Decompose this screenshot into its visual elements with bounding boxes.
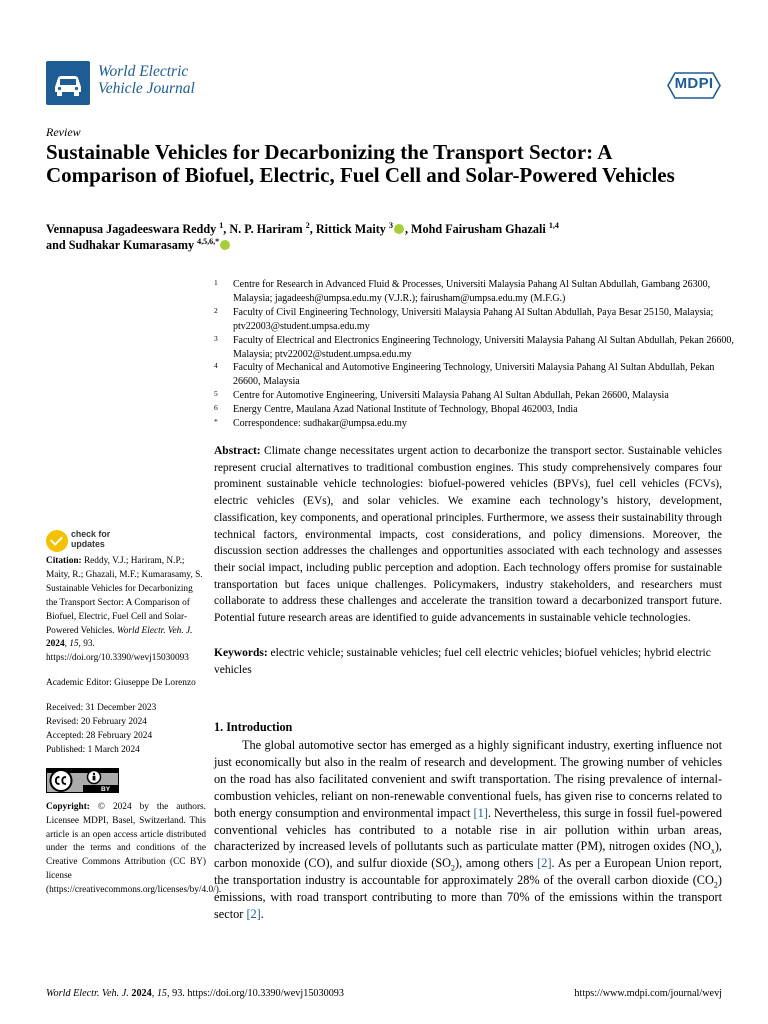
abstract-text: Climate change necessitates urgent action to decarbonize the transport sector. Sustainable vehicles represent crucial alternatives to traditional combustion engines. This study comprehensively compares four prominent sustainable vehicle technologies: biofuel-powered vehicles (BPVs), fuel cell vehicles (FCVs), electric vehicles (EVs), and solar vehicles. We examine each technology’s history, development, classification, key components, and operational principles. Furthermore, we assess their sustainability through technical factors, environmental impacts, cost considerations, and policy dimensions. Moreover, the discussion section addresses the challenges and opportunities associated with each technology and assesses their social impact, including public perception and adoption. Each technology offers promise for sustainable transportation but faces unique challenges. Policymakers, industry stakeholders, and researchers must collaborate to address these challenges and accelerate the transition toward a decarbonized transport future. Potential future research areas are identified to guide advancements in sustainable vehicle technologies. [214,445,722,625]
affiliation-number: 3 [214,333,218,343]
academic-editor: Academic Editor: Giuseppe De Lorenzo [46,678,196,689]
author-affiliation-sup: 2 [305,220,310,230]
intro-text-part: ), carbon monoxide (CO), and sulfur dioxide (SO [214,839,722,871]
footer-journal: World Electr. Veh. J. [46,988,129,999]
mdpi-logo-text: MDPI [674,75,714,92]
abstract [214,443,722,627]
affiliation-text: Centre for Automotive Engineering, Universiti Malaysia Pahang Al Sultan Abdullah, Pekan 26600, Malaysia [233,390,669,402]
author-list [46,221,726,253]
introduction-paragraph [214,737,722,923]
footer-journal-url[interactable]: https://www.mdpi.com/journal/wevj [574,988,722,999]
citation-text: Reddy, V.J.; Hariram, N.P.; Maity, R.; Ghazali, M.F.; Kumarasamy, S. Sustainable Vehicles for Decarbonizing the Transport Sector: A Comparison of Biofuel, Electric, Fuel Cell and Solar-Powered Vehicles. [46,556,203,636]
journal-name-line1: World Electric [98,63,189,80]
citation-doi[interactable]: , 93. https://doi.org/10.3390/wevj15030093 [46,639,189,664]
affiliation-number: 6 [214,403,218,413]
footer-citation: World Electr. Veh. J. 2024, 15, 93. https://doi.org/10.3390/wevj15030093 [46,988,344,999]
intro-text-part: The global automotive sector has emerged as a highly significant industry, exerting influence not just economically but also in the realm of research and development. The growing number of vehicles on the road has also facilitated convenient and swift transportation. The rising prevalence of internal-combustion vehicles, reliant on non-renewable conventional fuels, has given rise to concerns related to both energy consumption and environmental impact [214,738,722,820]
check-for-updates-text [71,529,151,549]
affiliation-item [214,389,734,403]
keywords-text: electric vehicle; sustainable vehicles; fuel cell electric vehicles; biofuel vehicles; hybrid electric vehicles [214,647,711,676]
subscript: 2 [451,863,456,873]
affiliation-number: 2 [214,305,218,315]
affiliation-item [214,361,734,389]
footer-volume: 15 [156,988,168,999]
affiliation-item [214,417,734,431]
intro-text-part: . As per a European Union report, the transportation industry is accountable for approximately 28% of the overall carbon dioxide (CO [214,856,722,888]
citation-volume: 15 [69,639,79,650]
check-updates-line2: updates [71,539,105,549]
footer-year: 2024 [131,988,152,999]
article-sidebar [46,555,222,898]
citation-label: Citation: [46,556,82,566]
revised-date: Revised: 20 February 2024 [46,717,147,728]
author-separator: , [309,222,316,236]
keywords-label: Keywords: [214,647,268,659]
affiliation-text: Faculty of Mechanical and Automotive Engineering Technology, Universiti Malaysia Pahang Al Sultan Abdullah, Pekan 26600, Malaysia [233,362,715,388]
citation-year: 2024 [46,639,65,650]
affiliation-text: Faculty of Electrical and Electronics Engineering Technology, Universiti Malaysia Pahang Al Sultan Abdullah, Pekan 26600, Malaysia; ptv22002@student.umpsa.edu.my [233,334,734,360]
journal-name-line2: Vehicle Journal [98,80,195,97]
introduction-body [214,737,722,923]
affiliation-item [214,306,734,334]
affiliation-number: 4 [214,361,218,371]
reference-link[interactable]: [1] [473,805,488,820]
affiliation-text: Energy Centre, Maulana Azad National Institute of Technology, Bhopal 462003, India [233,404,578,416]
author-name[interactable]: Vennapusa Jagadeeswara Reddy [46,222,217,236]
orcid-icon[interactable] [220,240,230,250]
affiliation-item [214,334,734,362]
keywords [214,645,722,678]
journal-logo[interactable] [46,61,90,105]
journal-name[interactable] [98,63,195,97]
intro-text-part: ), among others [455,856,538,871]
author-affiliation-sup: 1 [219,220,224,230]
author-name[interactable]: N. P. Hariram [229,222,303,236]
copyright-notice [46,801,222,898]
affiliations-list [214,278,734,431]
article-type: Review [46,125,81,139]
cc-by-label: BY [101,785,111,793]
subscript: x [710,846,715,856]
affiliation-number: * [214,417,218,427]
author-separator: , [404,222,412,236]
received-date: Received: 31 December 2023 [46,703,157,714]
copyright-label: Copyright: [46,801,90,812]
checkmark-icon [46,530,68,552]
intro-text-part: . [260,907,264,922]
affiliation-text: Faculty of Civil Engineering Technology, Universiti Malaysia Pahang Al Sultan Abdullah, Paya Besar 25150, Malaysia; ptv22003@student.umpsa.edu.my [233,306,714,332]
affiliation-text: Correspondence: sudhakar@umpsa.edu.my [233,418,407,430]
citation-journal: World Electr. Veh. J. [116,625,193,636]
reference-link[interactable]: [2] [537,856,552,871]
affiliation-text: Centre for Research in Advanced Fluid & Processes, Universiti Malaysia Pahang Al Sultan Abdullah, Gambang 26300, Malaysia; jagadeesh@umpsa.edu.my (V.J.R.); fairusham@umpsa.edu.my (M.F.G.) [233,279,711,304]
cc-by-license-icon[interactable] [46,768,119,793]
author-affiliation-sup: 4,5,6,* [197,236,220,246]
article-dates [46,702,206,758]
published-date: Published: 1 March 2024 [46,744,140,755]
citation: Citation: Reddy, V.J.; Hariram, N.P.; Maity, R.; Ghazali, M.F.; Kumarasamy, S. Sustainable Vehicles for Decarbonizing the Transport Sector: A Comparison of Biofuel, Electric, Fuel Cell and Solar-Powered Vehicles. World Electr. Veh. J. 2024, 15, 93. https://doi.org/10.3390/wevj15030093 [46,556,203,664]
abstract-label: Abstract: [214,445,261,457]
subscript: 2 [713,880,718,890]
author-affiliation-sup: 1,4 [548,220,559,230]
author-name[interactable]: Mohd Fairusham Ghazali [411,222,546,236]
car-icon [46,61,90,105]
affiliation-number: 5 [214,389,218,399]
intro-text-part: . Nevertheless, this surge in fossil fuel-powered conventional vehicles has contributed to a notable rise in air pollution within urban areas, characterized by increased levels of pollutants such as particulate matter (PM), nitrogen oxides (NO [214,805,722,854]
footer-doi[interactable]: , 93. https://doi.org/10.3390/wevj15030093 [167,988,344,999]
author-name[interactable]: Sudhakar Kumarasamy [68,238,195,252]
section-heading-introduction: 1. Introduction [214,720,293,734]
affiliation-item [214,278,734,306]
intro-text-part: ) emissions, with road transport contributing to more than 70% of the emissions within the transport sector [214,873,722,922]
author-affiliation-sup: 3 [388,220,393,230]
affiliation-item [214,403,734,417]
check-updates-line1: check for [71,529,111,539]
accepted-date: Accepted: 28 February 2024 [46,730,153,741]
affiliation-number: 1 [214,278,218,287]
author-name[interactable]: Rittick Maity [315,222,386,236]
orcid-icon[interactable] [394,224,404,234]
copyright-text: © 2024 by the authors. Licensee MDPI, Basel, Switzerland. This article is an open access article distributed under the terms and conditions of the Creative Commons Attribution (CC BY) license (https://creativecommons.org/licenses/by/4.0/). [46,801,222,896]
author-separator: , [223,222,230,236]
article-title: Sustainable Vehicles for Decarbonizing the Transport Sector: A Comparison of Biofuel, Electric, Fuel Cell and Solar-Powered Vehicles [46,140,675,187]
reference-link[interactable]: [2] [246,907,261,922]
author-and: and [46,238,69,252]
